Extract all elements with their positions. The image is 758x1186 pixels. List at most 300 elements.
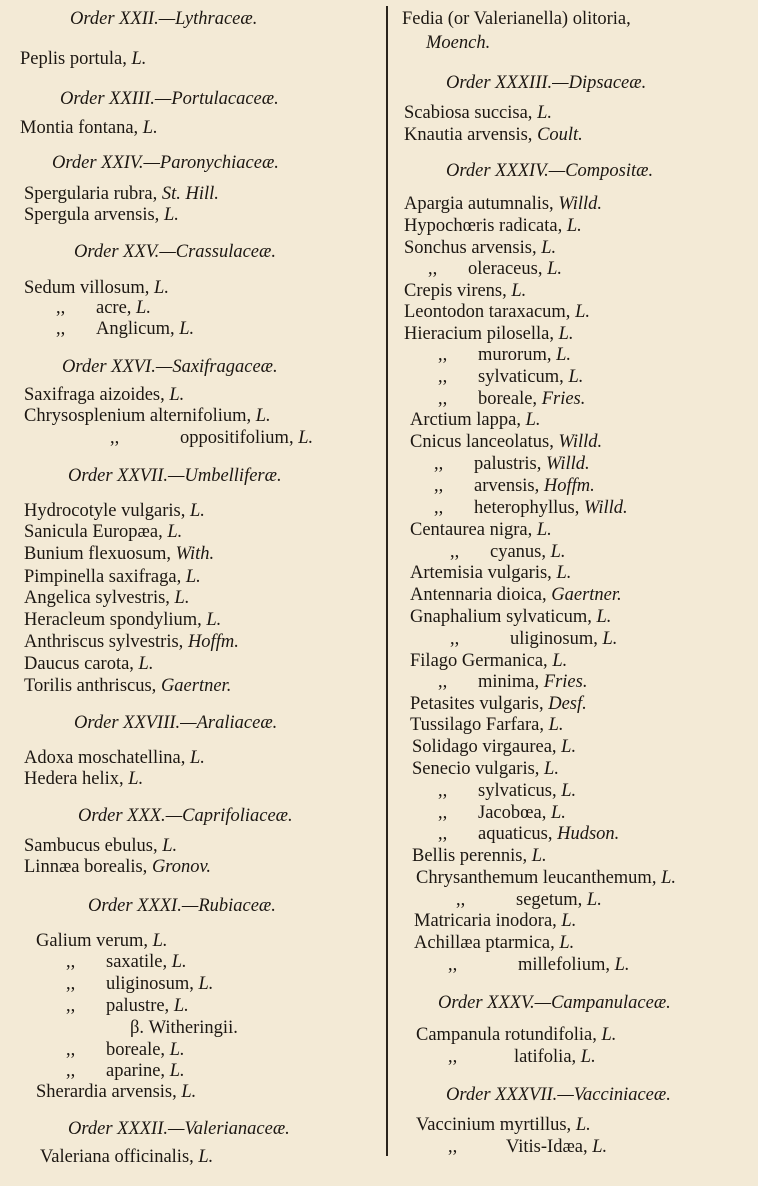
species-entry [416,1024,616,1046]
author-abbreviation: L. [185,567,201,587]
order-separator: — [534,993,552,1013]
species-entry [24,183,219,205]
ditto-mark: ,, [438,672,448,692]
species-name: Arctium lappa, [410,410,526,430]
author-abbreviation: L. [601,1025,617,1045]
author-abbreviation: L. [561,911,577,931]
species-name: oleraceus, [468,259,548,279]
species-entry [24,609,221,631]
species-name: Hieracium pilosella, [404,324,559,344]
author-abbreviation: L. [206,610,222,630]
order-heading [62,356,278,378]
species-entry [410,409,541,431]
family-name: Valerianaceæ. [184,1119,290,1139]
order-number: Order XXXIII. [446,73,553,93]
author-abbreviation: L. [163,205,179,225]
species-entry [24,675,231,697]
author-abbreviation: Coult. [537,125,583,145]
order-heading [60,88,279,110]
species-name: saxatile, [106,952,172,972]
species-name: Jacobœa, [478,803,551,823]
species-name: Campanula rotundifolia, [416,1025,602,1045]
ditto-mark: ,, [428,259,438,279]
ditto-mark: ,, [434,476,444,496]
species-entry [36,1081,196,1103]
ditto-mark: ,, [448,1137,458,1157]
author-abbreviation: L. [556,345,572,365]
author-abbreviation: L. [167,522,183,542]
family-name: Araliaceæ. [196,713,278,733]
order-heading [52,152,279,174]
author-abbreviation: L. [162,836,178,856]
species-entry [24,856,211,878]
author-abbreviation: L. [556,563,572,583]
author-abbreviation: L. [552,651,568,671]
species-name: boreale, [106,1040,170,1060]
species-name: arvensis, [474,476,544,496]
species-entry [130,1017,238,1039]
ditto-entry [434,475,595,497]
species-name: Leontodon taraxacum, [404,302,576,322]
species-entry [416,867,676,889]
order-separator: — [557,1085,574,1105]
ditto-entry [450,628,617,650]
species-name: Anthriscus sylvestris, [24,632,188,652]
author-abbreviation: L. [138,654,154,674]
ditto-entry [66,995,189,1017]
species-entry [410,693,587,715]
order-separator: — [154,89,172,109]
species-entry [20,117,158,139]
family-name: Rubiaceæ. [198,896,276,916]
ditto-mark: ,, [66,974,76,994]
species-name: boreale, [478,389,542,409]
species-name: Sedum villosum, [24,278,155,298]
species-name: Daucus carota, [24,654,139,674]
author-abbreviation: L. [531,846,547,866]
ditto-entry [448,1046,596,1068]
species-entry [24,204,179,226]
species-name: segetum, [516,890,587,910]
species-entry [24,566,201,588]
species-name: Vitis-Idæa, [506,1137,593,1157]
ditto-mark: ,, [438,367,448,387]
order-separator: — [180,713,197,733]
order-separator: — [168,466,185,486]
author-abbreviation: Willd. [583,498,628,518]
author-abbreviation: L. [154,278,169,298]
species-name: Tussilago Farfara, [410,715,549,735]
order-heading [438,992,671,1014]
species-entry [412,736,576,758]
order-number: Order XXXII. [68,1119,169,1139]
order-number: Order XXXIV. [446,161,549,181]
species-entry [24,277,169,299]
author-abbreviation: Moench. [426,33,491,53]
species-name: Adoxa moschatellina, [24,748,190,768]
author-abbreviation: L. [561,737,577,757]
species-name: Cnicus lanceolatus, [410,432,559,452]
species-name: Bellis perennis, [412,846,532,866]
species-entry [404,280,526,302]
order-separator: — [155,357,173,377]
order-number: Order XXXI. [88,896,182,916]
author-abbreviation: Gronov. [151,857,212,877]
family-name: Dipsaceæ. [568,73,647,93]
species-name: Spergula arvensis, [24,205,164,225]
author-abbreviation: St. Hill. [161,184,219,204]
ditto-entry [456,889,602,911]
order-number: Order XXIII. [60,89,155,109]
ditto-entry [438,802,566,824]
author-abbreviation: L. [537,103,552,123]
species-name: heterophyllus, [474,498,584,518]
species-entry [410,584,622,606]
species-name: Valeriana officinalis, [40,1147,199,1167]
species-name: acre, [96,298,137,318]
species-entry [416,1114,591,1136]
species-name: Galium verum, [36,931,153,951]
author-abbreviation: L. [255,406,271,426]
author-abbreviation: Hoffm. [543,476,595,496]
ditto-mark: ,, [456,890,466,910]
species-name: Chrysanthemum leucanthemum, [416,868,662,888]
ditto-mark: ,, [438,803,448,823]
ditto-mark: ,, [110,428,120,448]
species-entry [24,521,182,543]
ditto-entry [438,366,583,388]
ditto-mark: ,, [56,319,66,339]
ditto-mark: ,, [438,824,448,844]
species-name: Sonchus arvensis, [404,238,542,258]
author-abbreviation: L. [136,298,151,318]
species-name: Solidago virgaurea, [412,737,562,757]
ditto-mark: ,, [448,1047,458,1067]
order-heading [70,8,257,30]
species-entry [404,237,556,259]
author-abbreviation: L. [511,281,527,301]
order-heading [74,712,277,734]
author-abbreviation: L. [152,931,168,951]
species-entry [412,758,559,780]
column-divider [386,6,388,1156]
species-name: Chrysosplenium alternifolium, [24,406,256,426]
author-abbreviation: L. [559,933,575,953]
author-abbreviation: Desf. [548,694,587,714]
species-entry [24,543,214,565]
order-heading [68,465,282,487]
species-name: Petasites vulgaris, [410,694,549,714]
author-abbreviation: L. [596,607,612,627]
author-abbreviation: L. [171,952,187,972]
author-abbreviation: L. [550,542,566,562]
author-abbreviation: Gaertner. [160,676,232,696]
author-abbreviation: L. [169,1040,185,1060]
species-entry [24,835,177,857]
species-name: sylvaticus, [478,781,562,801]
species-entry [410,562,571,584]
species-name: palustris, [474,454,546,474]
ditto-mark: ,, [66,996,76,1016]
species-entry [24,384,184,406]
ditto-entry [56,297,151,319]
species-entry [402,8,631,30]
author-abbreviation: L. [142,118,158,138]
species-name: Sherardia arvensis, [36,1082,182,1102]
order-separator: — [143,153,160,173]
author-abbreviation: L. [544,759,559,779]
ditto-mark: ,, [66,1040,76,1060]
species-name: uliginosum, [510,629,603,649]
species-entry [24,405,271,427]
order-separator: — [181,896,199,916]
species-name: Peplis portula, [20,49,132,69]
order-heading [446,160,653,182]
species-entry [414,910,576,932]
species-entry [410,650,567,672]
species-entry [24,500,205,522]
species-name: Linnæa borealis, [24,857,152,877]
author-abbreviation: L. [169,385,185,405]
ditto-entry [434,453,590,475]
species-entry [410,606,611,628]
species-entry [404,193,602,215]
family-name: Portulacaceæ. [171,89,279,109]
family-name: Saxifragaceæ. [172,357,278,377]
order-number: Order XXVIII. [74,713,181,733]
order-number: Order XXVI. [62,357,156,377]
species-name: Apargia autumnalis, [404,194,559,214]
ditto-mark: ,, [66,1061,76,1081]
author-abbreviation: L. [189,748,205,768]
author-abbreviation: L. [547,259,563,279]
author-abbreviation: L. [525,410,541,430]
ditto-entry [56,318,194,340]
ditto-entry [438,388,585,410]
ditto-entry [66,1039,185,1061]
species-name: Montia fontana, [20,118,143,138]
author-abbreviation: Hudson. [557,824,620,844]
species-name: sylvaticum, [478,367,569,387]
ditto-mark: ,, [438,345,448,365]
species-entry [404,215,582,237]
order-heading [446,72,646,94]
species-name: Spergularia rubra, [24,184,162,204]
author-abbreviation: L. [575,1115,591,1135]
species-name: Centaurea nigra, [410,520,537,540]
species-entry [20,48,146,70]
order-separator: — [165,806,183,826]
author-abbreviation: L. [602,629,618,649]
ditto-mark: ,, [56,298,66,318]
species-entry [410,519,552,541]
species-name: Hypochœris radicata, [404,216,567,236]
species-name: Saxifraga aizoides, [24,385,170,405]
species-entry [24,747,205,769]
species-name: Senecio vulgaris, [412,759,545,779]
species-name: palustre, [106,996,174,1016]
species-entry [404,102,552,124]
author-abbreviation: L. [548,715,564,735]
ditto-entry [438,823,619,845]
species-name: aquaticus, [478,824,558,844]
author-abbreviation: Gaertner. [551,585,622,605]
author-abbreviation: L. [181,1082,197,1102]
species-name: aparine, [106,1061,170,1081]
order-number: Order XXXVII. [446,1085,558,1105]
species-name: Heracleum spondylium, [24,610,207,630]
species-name: Sambucus ebulus, [24,836,163,856]
author-abbreviation: L. [179,319,195,339]
ditto-entry [66,951,187,973]
author-abbreviation: L. [580,1047,596,1067]
order-heading [68,1118,290,1140]
author-abbreviation: L. [198,1147,214,1167]
species-name: uliginosum, [106,974,199,994]
ditto-entry [438,344,571,366]
order-separator: — [548,161,566,181]
ditto-entry [66,973,213,995]
ditto-mark: ,, [66,952,76,972]
author-abbreviation: With. [175,544,215,564]
ditto-entry [428,258,562,280]
species-name: minima, [478,672,544,692]
ditto-mark: ,, [450,542,460,562]
author-abbreviation: L. [536,520,552,540]
order-number: Order XXX. [78,806,166,826]
ditto-mark: ,, [450,629,460,649]
author-abbreviation: L. [661,868,676,888]
species-name: Hydrocotyle vulgaris, [24,501,190,521]
species-name: Sanicula Europæa, [24,522,168,542]
author-abbreviation: L. [614,955,630,975]
ditto-mark: ,, [434,454,444,474]
order-heading [446,1084,671,1106]
family-name: Campanulaceæ. [551,993,671,1013]
species-name: Bunium flexuosum, [24,544,176,564]
ditto-entry [66,1060,185,1082]
author-abbreviation: Fries. [541,389,586,409]
species-entry [24,653,153,675]
species-entry [24,587,189,609]
species-name: β. Witheringii. [130,1018,238,1038]
ditto-entry [434,497,628,519]
order-separator: — [168,1119,185,1139]
author-abbreviation: L. [131,49,147,69]
ditto-entry [450,541,566,563]
author-abbreviation: L. [541,238,557,258]
species-name: Gnaphalium sylvaticum, [410,607,597,627]
species-name: Scabiosa succisa, [404,103,538,123]
author-abbreviation: L. [586,890,602,910]
species-name: millefolium, [518,955,615,975]
ditto-entry [110,427,313,449]
author-abbreviation: L. [174,588,190,608]
species-name: cyanus, [490,542,551,562]
author-abbreviation: L. [298,428,314,448]
family-name: Vacciniaceæ. [573,1085,671,1105]
order-separator: — [158,9,176,29]
species-entry [426,32,490,54]
species-name: murorum, [478,345,557,365]
species-entry [24,631,239,653]
ditto-entry [438,780,576,802]
species-name: Pimpinella saxifraga, [24,567,186,587]
family-name: Compositæ. [565,161,654,181]
author-abbreviation: L. [566,216,582,236]
ditto-mark: ,, [434,498,444,518]
family-name: Lythraceæ. [175,9,258,29]
author-abbreviation: L. [592,1137,608,1157]
order-number: Order XXIV. [52,153,144,173]
family-name: Umbelliferæ. [184,466,282,486]
species-name: Achillæa ptarmica, [414,933,560,953]
species-name: Artemisia vulgaris, [410,563,557,583]
species-entry [412,845,547,867]
species-entry [40,1146,213,1168]
species-entry [414,932,574,954]
author-abbreviation: L. [568,367,584,387]
ditto-mark: ,, [438,781,448,801]
species-name: Filago Germanica, [410,651,553,671]
order-heading [74,241,276,263]
species-name: Angelica sylvestris, [24,588,175,608]
author-abbreviation: L. [575,302,590,322]
species-name: Vaccinium myrtillus, [416,1115,576,1135]
species-name: Torilis anthriscus, [24,676,161,696]
species-entry [410,431,602,453]
author-abbreviation: Fries. [543,672,588,692]
order-number: Order XXV. [74,242,160,262]
order-number: Order XXVII. [68,466,169,486]
species-entry [404,301,590,323]
author-abbreviation: Willd. [558,194,602,214]
species-name: oppositifolium, [180,428,299,448]
species-name: Fedia (or Valerianella) olitoria, [402,9,631,29]
species-name: Anglicum, [96,319,180,339]
order-heading [78,805,293,827]
species-name: Matricaria inodora, [414,911,562,931]
species-entry [410,714,564,736]
ditto-entry [448,1136,607,1158]
author-abbreviation: L. [550,803,566,823]
ditto-mark: ,, [448,955,458,975]
species-name: Knautia arvensis, [404,125,538,145]
ditto-mark: ,, [438,389,448,409]
order-number: Order XXII. [70,9,159,29]
ditto-entry [438,671,587,693]
family-name: Paronychiaceæ. [159,153,279,173]
author-abbreviation: Willd. [558,432,603,452]
species-entry [404,323,574,345]
species-entry [24,768,143,790]
order-heading [88,895,276,917]
order-number: Order XXXV. [438,993,535,1013]
order-separator: — [552,73,569,93]
species-entry [36,930,168,952]
author-abbreviation: L. [561,781,577,801]
author-abbreviation: Hoffm. [187,632,239,652]
author-abbreviation: L. [173,996,189,1016]
species-entry [404,124,583,146]
species-name: latifolia, [514,1047,581,1067]
species-name: Hedera helix, [24,769,129,789]
species-name: Crepis virens, [404,281,512,301]
order-separator: — [159,242,176,262]
ditto-entry [448,954,630,976]
species-name: Antennaria dioica, [410,585,552,605]
family-name: Crassulaceæ. [175,242,276,262]
